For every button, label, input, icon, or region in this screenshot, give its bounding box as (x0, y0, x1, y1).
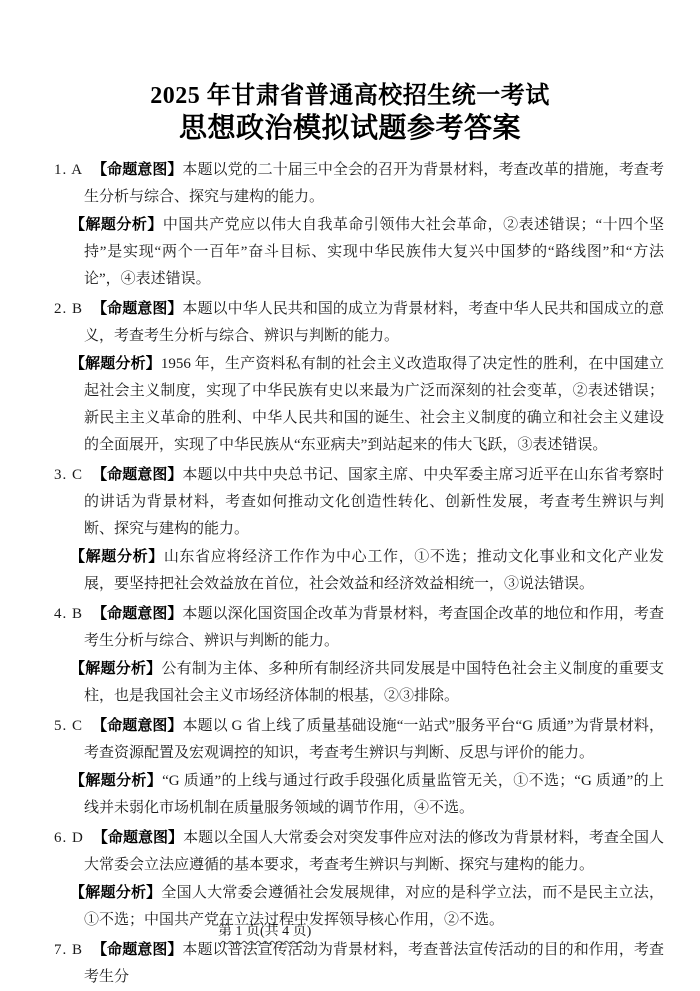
analysis-label: 【解题分析】 (70, 772, 163, 789)
question-number-and-answer: 1. A (54, 162, 84, 178)
intent-text: 本题以全国人大常委会对突发事件应对法的修改为背景材料，考查全国人大常委会立法应遵循的基本要求，考查考生辨识与判断、探究与建构的能力。 (84, 830, 664, 873)
question-number-and-answer: 2. B (54, 301, 84, 317)
answer-item (54, 712, 664, 822)
intent-paragraph (54, 600, 664, 655)
analysis-text: 中国共产党应以伟大自我革命引领伟大社会革命，②表述错误；“十四个坚持”是实现“两个一百年”奋斗目标、实现中华民族伟大复兴中国梦的“路线图”和“方法论”，④表述错误。 (84, 217, 664, 287)
analysis-label: 【解题分析】 (70, 355, 161, 372)
intent-label: 【命题意图】 (92, 941, 183, 958)
intent-text: 本题以普法宣传活动为背景材料，考查普法宣传活动的目的和作用，考查考生分 (84, 942, 664, 985)
analysis-paragraph (70, 655, 664, 710)
intent-label: 【命题意图】 (92, 717, 183, 734)
analysis-text: 公有制为主体、多种所有制经济共同发展是中国特色社会主义制度的重要支柱，也是我国社会主义市场经济体制的根基，②③排除。 (84, 661, 664, 704)
title-block (0, 0, 700, 145)
intent-text: 本题以中华人民共和国的成立为背景材料，考查中华人民共和国成立的意义，考查考生分析与综合、辨识与判断的能力。 (84, 301, 664, 344)
intent-label: 【命题意图】 (92, 466, 183, 483)
intent-label: 【命题意图】 (92, 300, 183, 317)
answer-item (54, 600, 664, 710)
intent-text: 本题以深化国资国企改革为背景材料，考查国企改革的地位和作用，考查考生分析与综合、辨识与判断的能力。 (84, 606, 664, 649)
analysis-paragraph (70, 211, 664, 293)
question-number-and-answer: 5. C (54, 718, 84, 734)
analysis-label: 【解题分析】 (70, 884, 162, 901)
intent-text: 本题以 G 省上线了质量基础设施“一站式”服务平台“G 质通”为背景材料，考查资源配置及宏观调控的知识，考查考生辨识与判断、反思与评价的能力。 (84, 718, 664, 761)
intent-paragraph (54, 824, 664, 879)
answer-list (54, 156, 664, 991)
intent-paragraph (54, 295, 664, 350)
intent-paragraph (54, 156, 664, 211)
page-number-text: 第 1 页(共 4 页) (218, 924, 312, 939)
intent-text: 本题以中共中央总书记、国家主席、中央军委主席习近平在山东省考察时的讲话为背景材料，考查如何推动文化创造性转化、创新性发展，考查考生辨识与判断、探究与建构的能力。 (84, 467, 664, 537)
answer-item (54, 461, 664, 598)
intent-label: 【命题意图】 (92, 829, 184, 846)
analysis-paragraph (70, 350, 664, 459)
intent-paragraph (54, 461, 664, 543)
intent-label: 【命题意图】 (92, 605, 183, 622)
answer-item (54, 156, 664, 293)
analysis-text: “G 质通”的上线与通过行政手段强化质量监管无关，①不选；“G 质通”的上线并未弱化市场机制在质量服务领域的调节作用，④不选。 (84, 773, 664, 816)
analysis-label: 【解题分析】 (70, 660, 162, 677)
question-number-and-answer: 6. D (54, 830, 84, 846)
question-number-and-answer: 7. B (54, 942, 84, 958)
intent-text: 本题以党的二十届三中全会的召开为背景材料，考查改革的措施，考查考生分析与综合、探究与建构的能力。 (84, 162, 664, 205)
question-number-and-answer: 4. B (54, 606, 84, 622)
page-footer (204, 921, 323, 943)
question-number-and-answer: 3. C (54, 467, 84, 483)
analysis-text: 全国人大常委会遵循社会发展规律，对应的是科学立法，而不是民主立法，①不选；中国共产党在立法过程中发挥领导核心作用，②不选。 (84, 885, 664, 928)
page-subtitle: 思想政治模拟试题参考答案 (178, 113, 521, 144)
analysis-paragraph (70, 767, 664, 822)
analysis-text: 1956 年，生产资料私有制的社会主义改造取得了决定性的胜利，在中国建立起社会主义制度，实现了中华民族有史以来最为广泛而深刻的社会变革，②表述错误；新民主主义革命的胜利、中华人民共和国的诞生、社会主义制度的确立和社会主义建设的全面展开，实现了中华民族从“东亚病夫”到站起来的伟大飞跃，③表述错误。 (84, 356, 664, 453)
analysis-label: 【解题分析】 (70, 548, 164, 565)
analysis-text: 山东省应将经济工作作为中心工作，①不选；推动文化事业和文化产业发展，要坚持把社会效益放在首位，社会效益和经济效益相统一，③说法错误。 (84, 549, 664, 592)
answer-item (54, 295, 664, 459)
page-title: 2025 年甘肃省普通高校招生统一考试 (150, 83, 550, 109)
analysis-paragraph (70, 879, 664, 934)
answer-item (54, 824, 664, 934)
intent-paragraph (54, 712, 664, 767)
analysis-paragraph (70, 543, 664, 598)
intent-label: 【命题意图】 (92, 161, 183, 178)
analysis-label: 【解题分析】 (70, 216, 163, 233)
